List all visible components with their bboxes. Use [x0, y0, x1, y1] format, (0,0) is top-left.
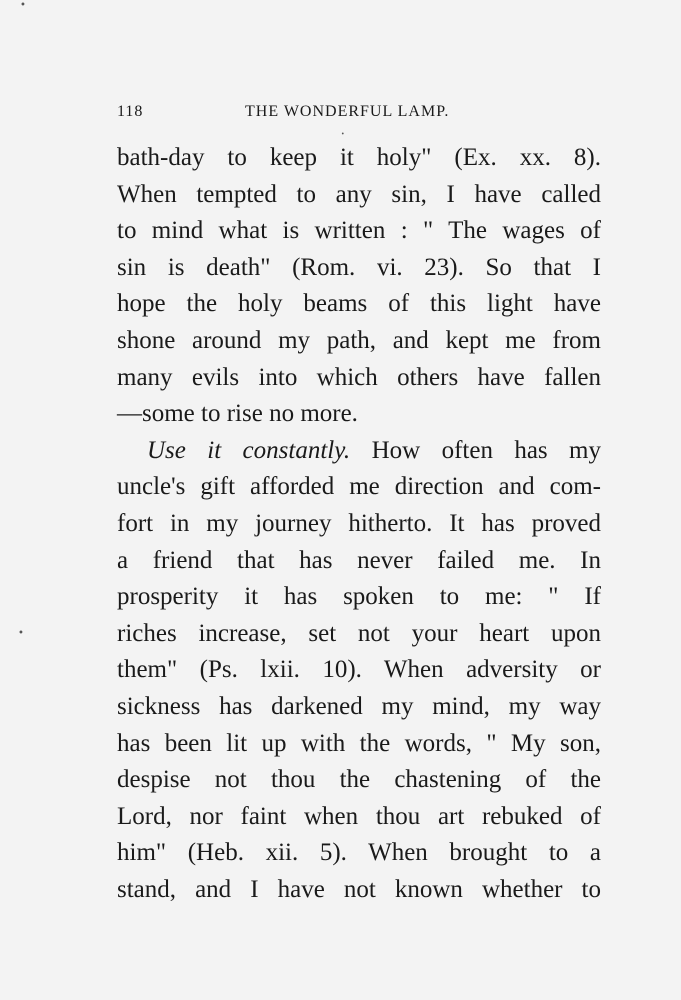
- margin-dot-center: •: [341, 131, 345, 138]
- running-title: THE WONDERFUL LAMP.: [245, 103, 450, 120]
- text-line: stand, and I have not known whether to: [117, 875, 601, 903]
- body-text: [117, 140, 601, 908]
- text-line: to mind what is written : " The wages of: [117, 217, 601, 245]
- page-number: 118: [117, 103, 144, 120]
- paragraph-1: [117, 140, 601, 433]
- text-line: bath-day to keep it holy" (Ex. xx. 8).: [117, 144, 601, 171]
- text-line: despise not thou the chastening of the: [117, 766, 601, 794]
- italic-phrase: Use it constantly.: [147, 436, 351, 464]
- margin-dot-top: •: [20, 0, 26, 11]
- text-line: a friend that has never failed me. In: [117, 546, 601, 574]
- text-line: prosperity it has spoken to me: " If: [117, 583, 601, 611]
- text-line: riches increase, set not your heart upon: [117, 619, 601, 647]
- text-line: Lord, nor faint when thou art rebuked of: [117, 802, 601, 830]
- running-header: [117, 103, 601, 125]
- paragraph-2: [117, 433, 601, 909]
- text-line: sin is death" (Rom. vi. 23). So that I: [117, 253, 601, 281]
- margin-dot-left: •: [18, 628, 24, 639]
- text-line: fort in my journey hitherto. It has proved: [117, 509, 601, 537]
- text-line: many evils into which others have fallen: [117, 363, 601, 391]
- text-line: —some to rise no more.: [117, 400, 358, 428]
- text-line: shone around my path, and kept me from: [117, 326, 601, 354]
- text-line: hope the holy beams of this light have: [117, 290, 601, 318]
- first-line-rest: How often has my: [350, 436, 601, 464]
- text-line: When tempted to any sin, I have called: [117, 180, 601, 208]
- text-line: them" (Ps. lxii. 10). When adversity or: [117, 656, 601, 684]
- text-line: has been lit up with the words, " My son,: [117, 729, 601, 757]
- text-line: him" (Heb. xii. 5). When brought to a: [117, 839, 601, 867]
- text-line-first: [117, 433, 601, 470]
- text-line: sickness has darkened my mind, my way: [117, 692, 601, 720]
- text-line: uncle's gift afforded me direction and com-: [117, 473, 601, 501]
